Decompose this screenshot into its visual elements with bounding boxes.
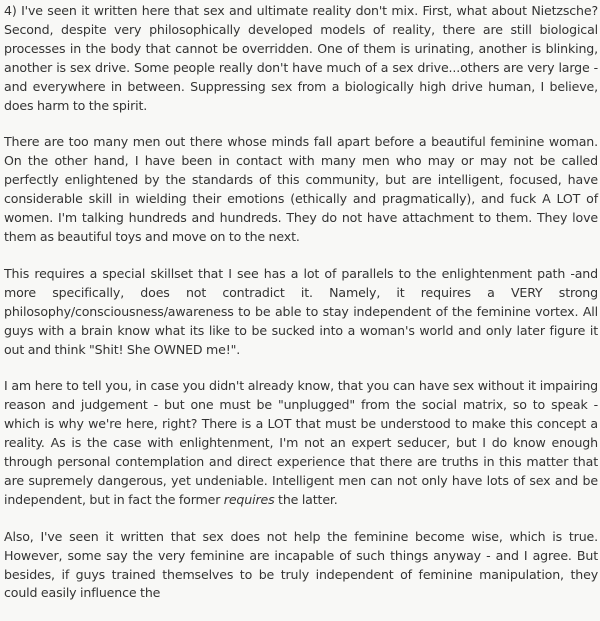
paragraph-4	[4, 377, 598, 509]
paragraph-1: 4) I've seen it written here that sex and ultimate reality don't mix. First, what about Nietzsche? Second, despite very philosophically developed models of reality, there are still biological processes in the body that cannot be overridden. One of them is urinating, another is blinking, another is sex drive. Some people really don't have much of a sex drive...others are very large - and everywhere in between. Suppressing sex from a biologically high drive human, I believe, does harm to the spirit.	[4, 3, 598, 113]
paragraph-4-text: I am here to tell you, in case you didn't already know, that you can have sex without it impairing reason and judgement - but one must be "unplugged" from the social matrix, so to speak - which is why we're here, right? There is a LOT that must be understood to make this concept a reality. As is the case with enlightenment, I'm not an expert seducer, but I do know enough through personal contemplation and direct experience that there are truths in this matter that are supremely dangerous, yet undeniable. Intelligent men can not only have lots of sex and be independent, but in fact the former	[4, 378, 598, 507]
paragraph-4-end: the latter.	[274, 491, 338, 507]
paragraph-3: This requires a special skillset that I see has a lot of parallels to the enlightenment path -and more specifically, does not contradict it. Namely, it requires a VERY strong philosophy/consciousness/awareness to be able to stay independent of the feminine vortex. All guys with a brain know what its like to be sucked into a woman's world and only later figure it out and think "Shit! She OWNED me!".	[4, 265, 598, 357]
paragraph-2: There are too many men out there whose minds fall apart before a beautiful feminine woman. On the other hand, I have been in contact with many men who may or may not be called perfectly enlightened by the standards of this community, but are intelligent, focused, have considerable skill in wielding their emotions (ethically and pragmatically), and fuck A LOT of women. I'm talking hundreds and hundreds. They do not have attachment to them. They love them as beautiful toys and move on to the next.	[4, 134, 598, 244]
forum-post-body	[4, 2, 598, 621]
emphasis-requires: requires	[223, 491, 275, 507]
paragraph-5: Also, I've seen it written that sex does not help the feminine become wise, which is true. However, some say the very feminine are incapable of such things anyway - and I agree. But besides, if guys trained themselves to be truly independent of feminine manipulation, they could easily influence the	[4, 528, 598, 601]
